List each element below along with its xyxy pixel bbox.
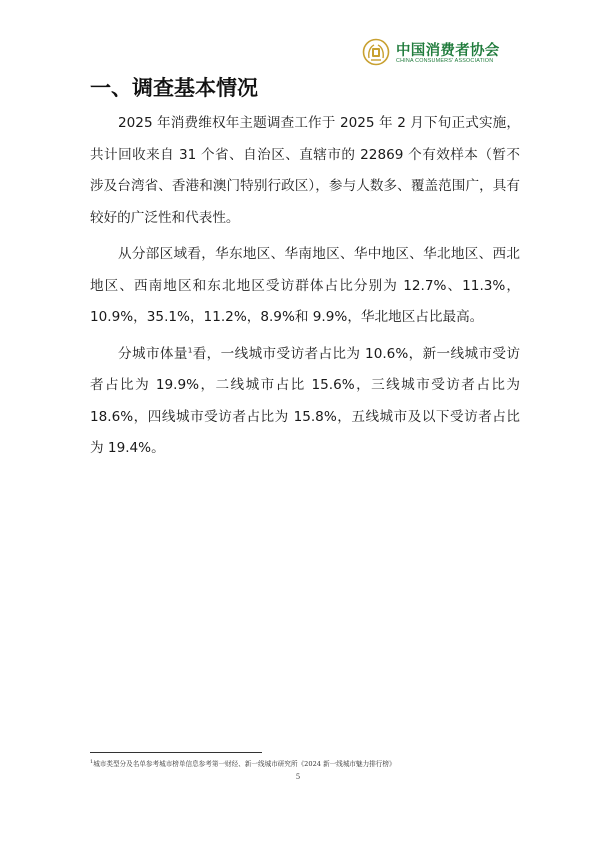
paragraph-region-distribution: 从分部区域看，华东地区、华南地区、华中地区、华北地区、西北地区、西南地区和东北地区受访群体占比分别为 12.7%、11.3%，10.9%，35.1%，11.2%，8.9%和 9.9%，华北地区占比最高。 [90, 246, 520, 325]
footnote [90, 758, 396, 768]
footnote-marker: 1 [90, 758, 94, 765]
page-number: 5 [296, 772, 300, 781]
paragraph-city-tier-lead: 分城市体量 [118, 345, 188, 362]
footnote-text: 城市类型分及名单参考城市榜单信息参考第一财经、新一线城市研究所《2024 新一线城市魅力排行榜》 [93, 760, 396, 768]
paragraph-survey-overview: 2025 年消费维权年主题调查工作于 2025 年 2 月下旬正式实施，共计回收来自 31 个省、自治区、直辖市的 22869 个有效样本（暂不涉及台湾省、香港和澳门特别行政区），参与人数多、覆盖范围广，具有较好的广泛性和代表性。 [90, 115, 520, 226]
footnote-divider [90, 752, 262, 753]
header-logo [362, 38, 512, 70]
body-content [90, 108, 520, 470]
consumer-association-emblem-icon [362, 38, 390, 66]
logo-english-name: CHINA CONSUMERS' ASSOCIATION [396, 58, 494, 64]
paragraph-city-tier-body: 看，一线城市受访者占比为 10.6%，新一线城市受访者占比为 19.9%，二线城市占比 15.6%，三线城市受访者占比为 18.6%，四线城市受访者占比为 15.8%，五线城市及以下受访者占比为 19.4%。 [90, 345, 520, 456]
logo-chinese-name: 中国消费者协会 [396, 43, 500, 59]
paragraph-city-tier-distribution [90, 339, 520, 465]
footnote-reference[interactable]: 1 [187, 345, 193, 354]
section-heading: 一、调查基本情况 [90, 76, 258, 100]
